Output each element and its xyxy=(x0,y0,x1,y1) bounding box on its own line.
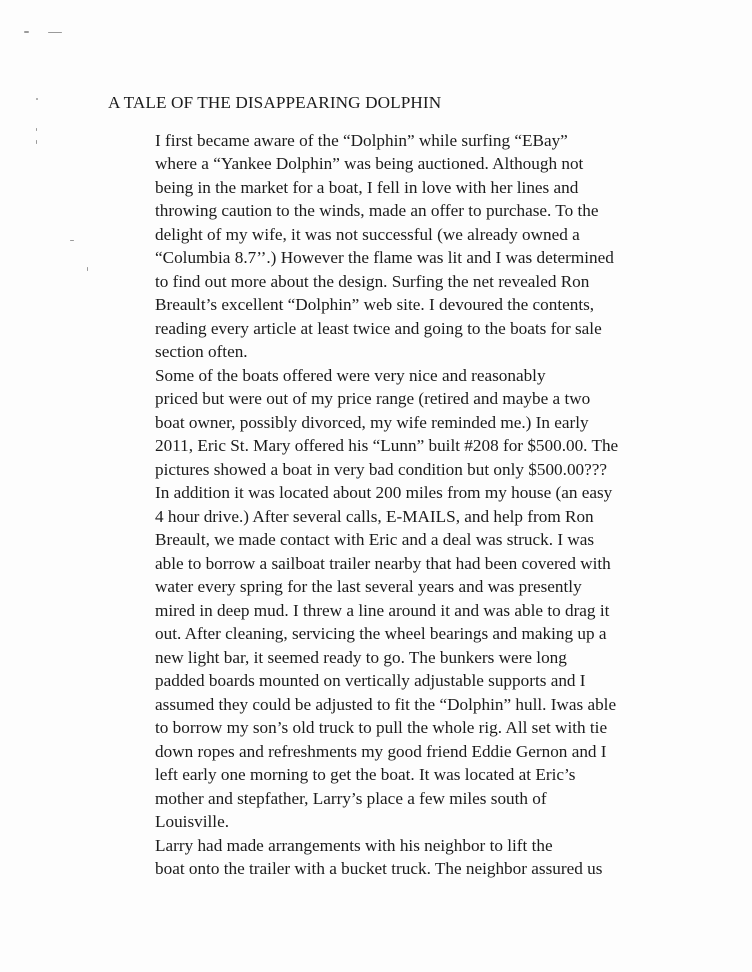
text-line: 2011, Eric St. Mary offered his “Lunn” built #208 for $500.00. The xyxy=(155,436,619,455)
text-line: Louisville. xyxy=(155,812,229,831)
text-line: pictures showed a boat in very bad condition but only $500.00??? xyxy=(155,459,608,479)
document-title: A TALE OF THE DISAPPEARING DOLPHIN xyxy=(108,93,442,112)
text-line: water every spring for the last several years and was presently xyxy=(155,577,582,596)
text-line: section often. xyxy=(155,342,248,361)
text-line: left early one morning to get the boat. It was located at Eric’s xyxy=(155,765,576,784)
text-line: “Columbia 8.7’’.) However the flame was lit and I was determined xyxy=(155,248,614,267)
scan-speck xyxy=(24,31,29,33)
text-line: able to borrow a sailboat trailer nearby that had been covered with xyxy=(155,553,611,573)
scan-speck xyxy=(70,240,74,241)
text-line: to borrow my son’s old truck to pull the whole rig. All set with tie xyxy=(155,718,608,737)
paragraph-list xyxy=(108,129,648,881)
text-line: where a “Yankee Dolphin” was being auctioned. Although not xyxy=(155,154,584,173)
text-line: Breault’s excellent “Dolphin” web site. I devoured the contents, xyxy=(155,295,595,314)
paragraph xyxy=(108,834,648,881)
text-line: down ropes and refreshments my good friend Eddie Gernon and I xyxy=(155,741,607,761)
paragraph xyxy=(108,364,648,834)
scan-speck xyxy=(36,98,38,100)
text-line: mother and stepfather, Larry’s place a few miles south of xyxy=(155,788,547,808)
scan-speck xyxy=(48,32,62,33)
text-line: delight of my wife, it was not successful (we already owned a xyxy=(155,224,580,244)
text-line: to find out more about the design. Surfing the net revealed Ron xyxy=(155,271,590,291)
text-line: mired in deep mud. I threw a line around it and was able to drag it xyxy=(155,600,610,620)
text-line: new light bar, it seemed ready to go. The bunkers were long xyxy=(155,647,567,667)
text-line: being in the market for a boat, I fell in love with her lines and xyxy=(155,177,579,197)
scan-speck xyxy=(87,267,88,271)
document-body xyxy=(108,91,648,881)
scan-speck xyxy=(36,140,37,144)
text-line: In addition it was located about 200 miles from my house (an easy xyxy=(155,483,613,502)
scan-speck xyxy=(36,128,37,131)
text-line: I first became aware of the “Dolphin” while surfing “EBay” xyxy=(155,130,568,150)
text-line: assumed they could be adjusted to fit the “Dolphin” hull. Iwas able xyxy=(155,694,617,714)
text-line: reading every article at least twice and going to the boats for sale xyxy=(155,318,602,338)
text-line: Breault, we made contact with Eric and a deal was struck. I was xyxy=(155,530,595,549)
text-line: padded boards mounted on vertically adjustable supports and I xyxy=(155,671,586,690)
text-line: Some of the boats offered were very nice and reasonably xyxy=(155,365,546,385)
text-line: throwing caution to the winds, made an offer to purchase. To the xyxy=(155,201,599,220)
text-line: out. After cleaning, servicing the wheel bearings and making up a xyxy=(155,624,607,643)
text-line: boat owner, possibly divorced, my wife reminded me.) In early xyxy=(155,412,589,432)
text-line: boat onto the trailer with a bucket truck. The neighbor assured us xyxy=(155,859,603,878)
text-line: Larry had made arrangements with his neighbor to lift the xyxy=(155,835,553,855)
paragraph xyxy=(108,129,648,364)
text-line: priced but were out of my price range (retired and maybe a two xyxy=(155,389,591,408)
text-line: 4 hour drive.) After several calls, E-MAILS, and help from Ron xyxy=(155,506,594,526)
